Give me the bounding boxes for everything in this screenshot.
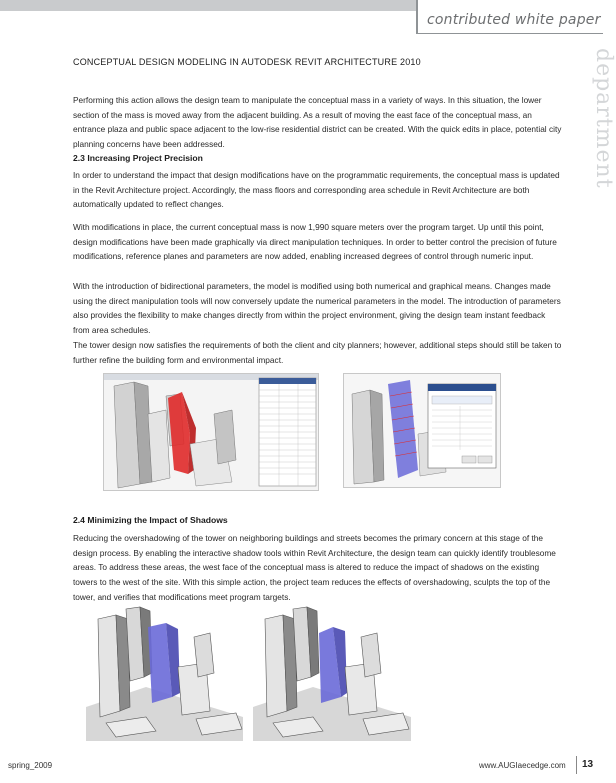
figure-shadows-before <box>86 607 243 741</box>
article-title: CONCEPTUAL DESIGN MODELING IN AUTODESK REVIT ARCHITECTURE 2010 <box>73 57 421 67</box>
figure-shadows-after <box>253 607 411 741</box>
page-number: 13 <box>582 759 594 770</box>
header-rule <box>416 33 603 34</box>
figure-mass-schedule <box>103 373 319 491</box>
figure-mass-parameters-illustration <box>344 374 500 487</box>
paragraph-3: With modifications in place, the current conceptual mass is now 1,990 square meters over the program target. Up until this point, design modifications have been made graphically via direct manipulation techniques. In order to better control the precision of future modifications, reference planes and parameters are now added, enabling increased degrees of control through numeric input. <box>73 222 557 262</box>
header-divider <box>416 0 418 34</box>
figure-shadows-after-illustration <box>253 607 411 741</box>
section-label: contributed white paper <box>427 12 601 28</box>
footer-url[interactable]: www.AUGIaecedge.com <box>479 761 566 770</box>
paragraph-4: With the introduction of bidirectional parameters, the model is modified using both numerical and graphical means. Changes made using the direct manipulation tools will now conversely update the numerical parameters in the model. The introduction of parameters also provides the flexibility to make changes directly from within the project environment, giving the design team instant feedback from area schedules. <box>73 281 561 336</box>
paragraph-5: The tower design now satisfies the requirements of both the client and city planners; however, additional steps should still be taken to further refine the building form and environmental impact. <box>73 340 562 365</box>
footer-divider <box>576 756 577 774</box>
paragraph-2: In order to understand the impact that design modifications have on the programmatic requirements, the conceptual mass is updated in the Revit Architecture project. Accordingly, the mass floors and corresponding area schedule in Revit Architecture are both automatically updated to reflect changes. <box>73 170 560 210</box>
heading-2-3: 2.3 Increasing Project Precision <box>73 153 203 163</box>
footer-issue: spring_2009 <box>8 761 53 770</box>
heading-2-4: 2.4 Minimizing the Impact of Shadows <box>73 515 228 525</box>
department-label: department <box>591 48 616 189</box>
header-bar <box>0 0 417 11</box>
paragraph-6: Reducing the overshadowing of the tower on neighboring buildings and streets becomes the primary concern at this stage of the design process. By enabling the interactive shadow tools within Revit Architecture, the design team can quickly identify troublesome areas. To address these areas, the west face of the conceptual mass is altered to reduce the impact of shadows on the existing towers to the west of the site. With this simple action, the project team reduces the effects of overshadowing, sculpts the top of the tower, and verifies that modifications meet program targets. <box>73 533 556 602</box>
figure-shadows-before-illustration <box>86 607 243 741</box>
figure-mass-schedule-illustration <box>104 374 318 490</box>
paragraph-1: Performing this action allows the design team to manipulate the conceptual mass in a variety of ways. In this situation, the lower section of the mass is moved away from the adjacent building. As a result of moving the east face of the conceptual mass, an entrance plaza and public space adjacent to the low-rise residential district can be created. With the quick edits in place, potential city planning concerns have been addressed. <box>73 95 562 150</box>
figure-mass-parameters <box>343 373 501 488</box>
